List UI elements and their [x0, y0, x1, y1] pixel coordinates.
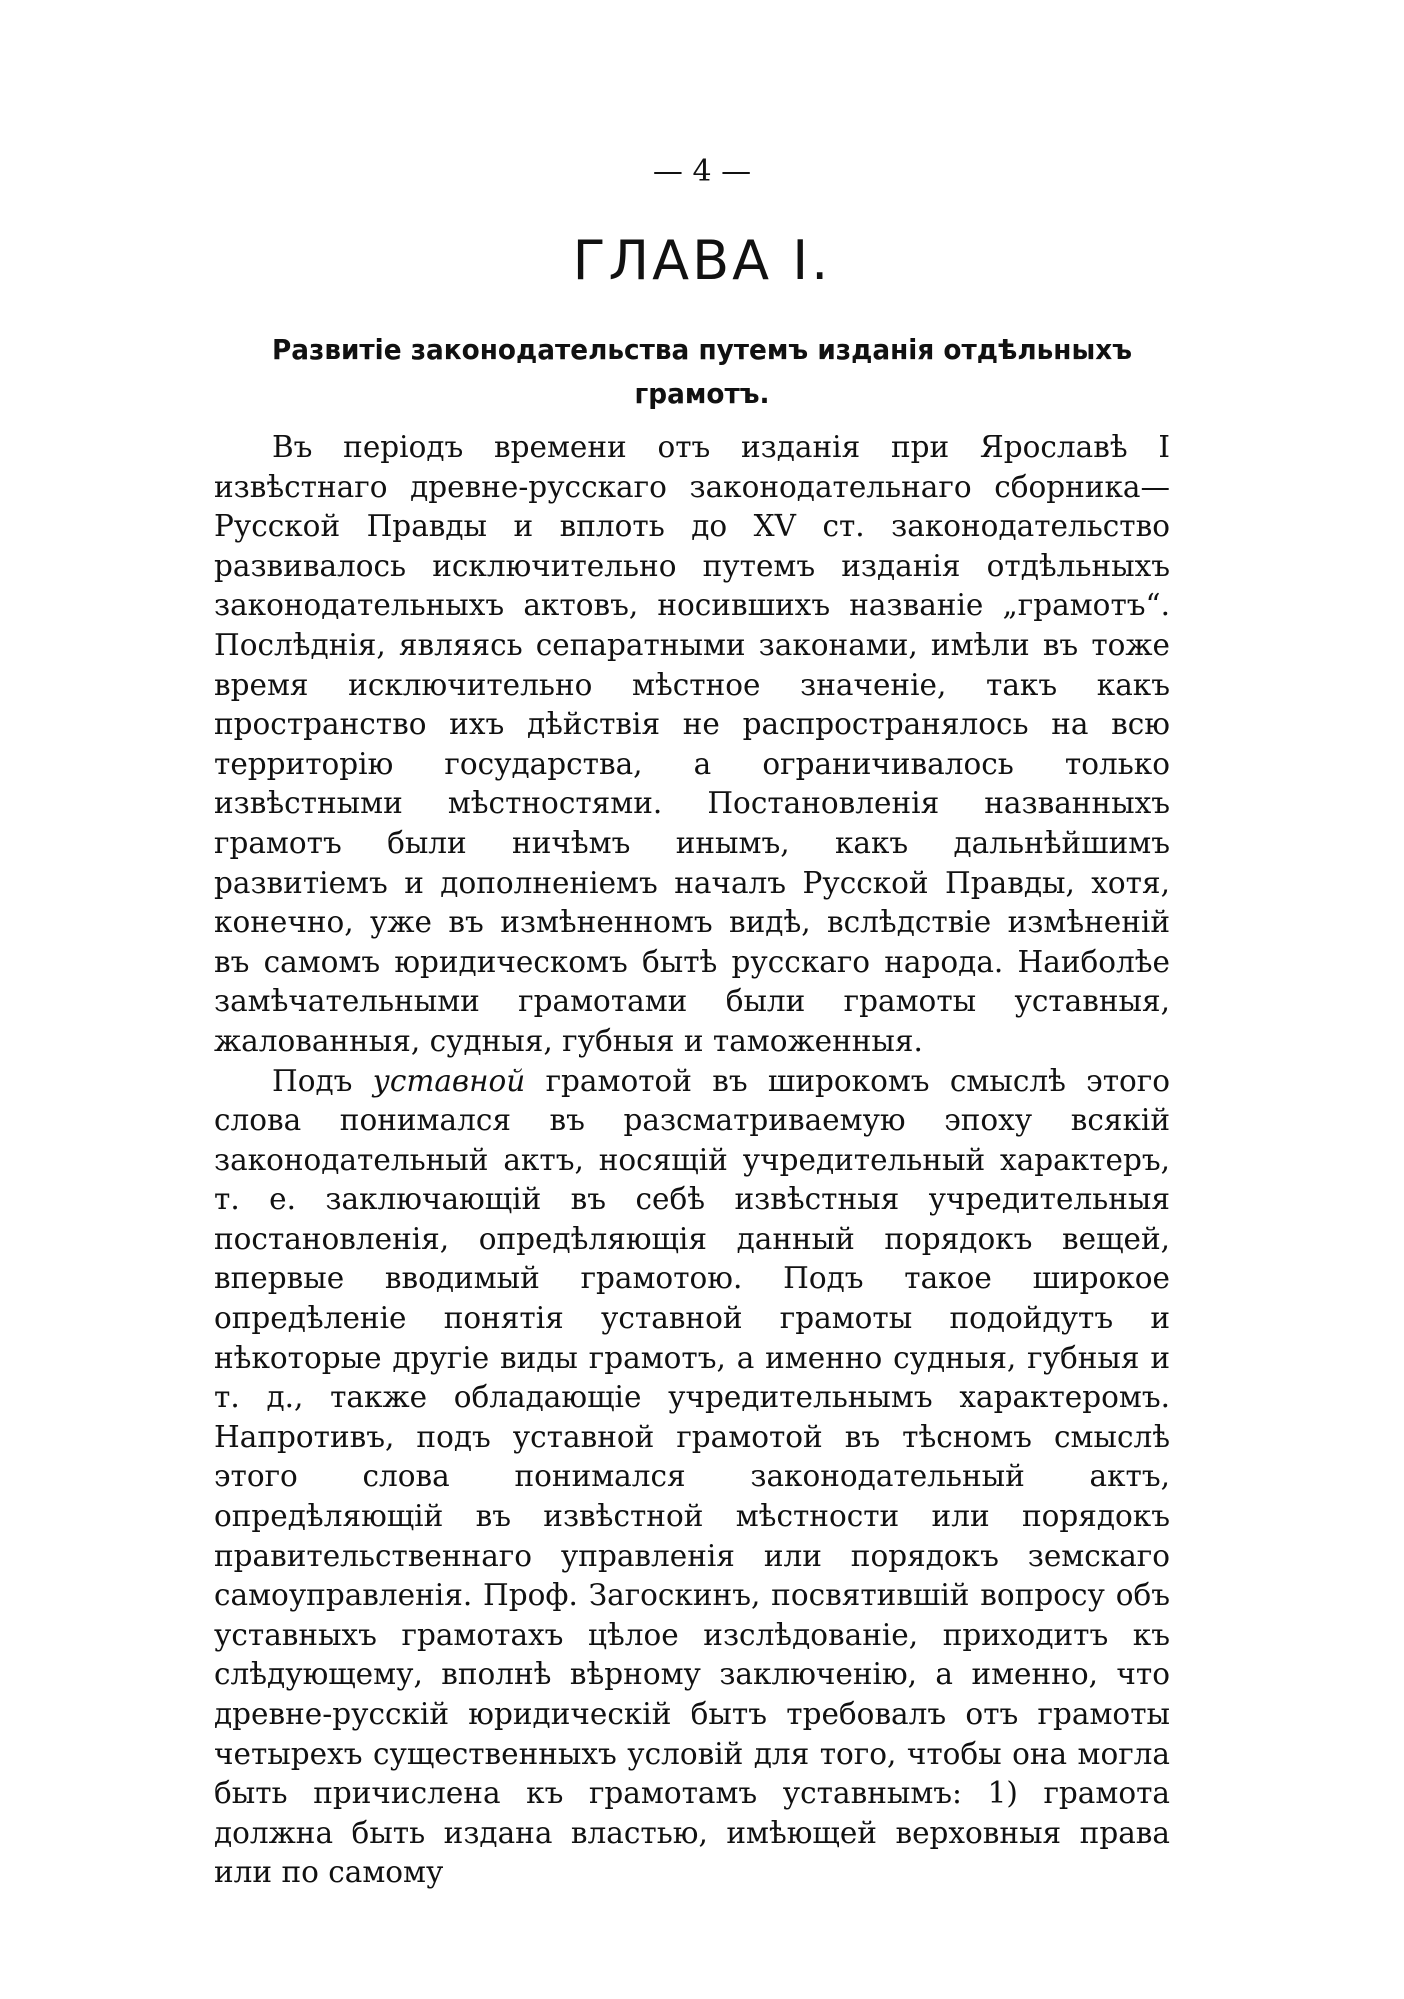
paragraph-1: Въ періодъ времени отъ изданія при Ярославѣ I извѣстнаго древне-русскаго законодательнаго сборника—Русской Правды и вплоть до XV ст. законодательство развивалось исключительно путемъ изданія отдѣльныхъ законодательныхъ актовъ, носившихъ названіе „грамотъ“. Послѣднія, являясь сепаратными законами, имѣли въ тоже время исключительно мѣстное значеніе, такъ какъ пространство ихъ дѣйствія не распространялось на всю территорію государства, а ограничивалось только извѣстными мѣстностями. Постановленія названныхъ грамотъ были ничѣмъ инымъ, какъ дальнѣйшимъ развитіемъ и дополненіемъ началъ Русской Правды, хотя, конечно, уже въ измѣненномъ видѣ, вслѣдствіе измѣненій въ самомъ юридическомъ бытѣ русскаго народа. Наиболѣе замѣчательными грамотами были грамоты уставныя, жалованныя, судныя, губныя и таможенныя.	[214, 430, 1170, 1058]
paragraph-2	[214, 1062, 1170, 1893]
page-number: — 4 —	[652, 154, 752, 189]
chapter-subtitle: Развитіе законодательства путемъ изданія отдѣльныхъ грамотъ.	[271, 333, 1133, 410]
paragraph-2-emphasis: уставной	[372, 1063, 526, 1098]
paragraph-2-lead: Подъ	[272, 1063, 373, 1098]
paragraph-2-rest: грамотой въ широкомъ смыслѣ этого слова понимался въ разсматриваемую эпоху всякій законодательный актъ, носящій учредительный характеръ, т. е. заключающій въ себѣ извѣстныя учредительныя постановленія, опредѣляющія данный порядокъ вещей, впервые вводимый грамотою. Подъ такое широкое опредѣленіе понятія уставной грамоты подойдутъ и нѣкоторые другіе виды грамотъ, а именно судныя, губныя и т. д., также обладающіе учредительнымъ характеромъ. Напротивъ, подъ уставной грамотой въ тѣсномъ смыслѣ этого слова понимался законодательный актъ, опредѣляющій въ извѣстной мѣстности или порядокъ правительственнаго управленія или порядокъ земскаго самоуправленія. Проф. Загоскинъ, посвятившій вопросу объ уставныхъ грамотахъ цѣлое изслѣдованіе, приходитъ къ слѣдующему, вполнѣ вѣрному заключенію, а именно, что древне-русскій юридическій бытъ требовалъ отъ грамоты четырехъ существенныхъ условій для того, чтобы она могла быть причислена къ грамотамъ уставнымъ: 1) грамота должна быть издана властью, имѣющей верховныя права или по самому	[214, 1063, 1170, 1890]
body-text	[214, 428, 1170, 1893]
chapter-title: ГЛАВА I.	[572, 229, 832, 292]
